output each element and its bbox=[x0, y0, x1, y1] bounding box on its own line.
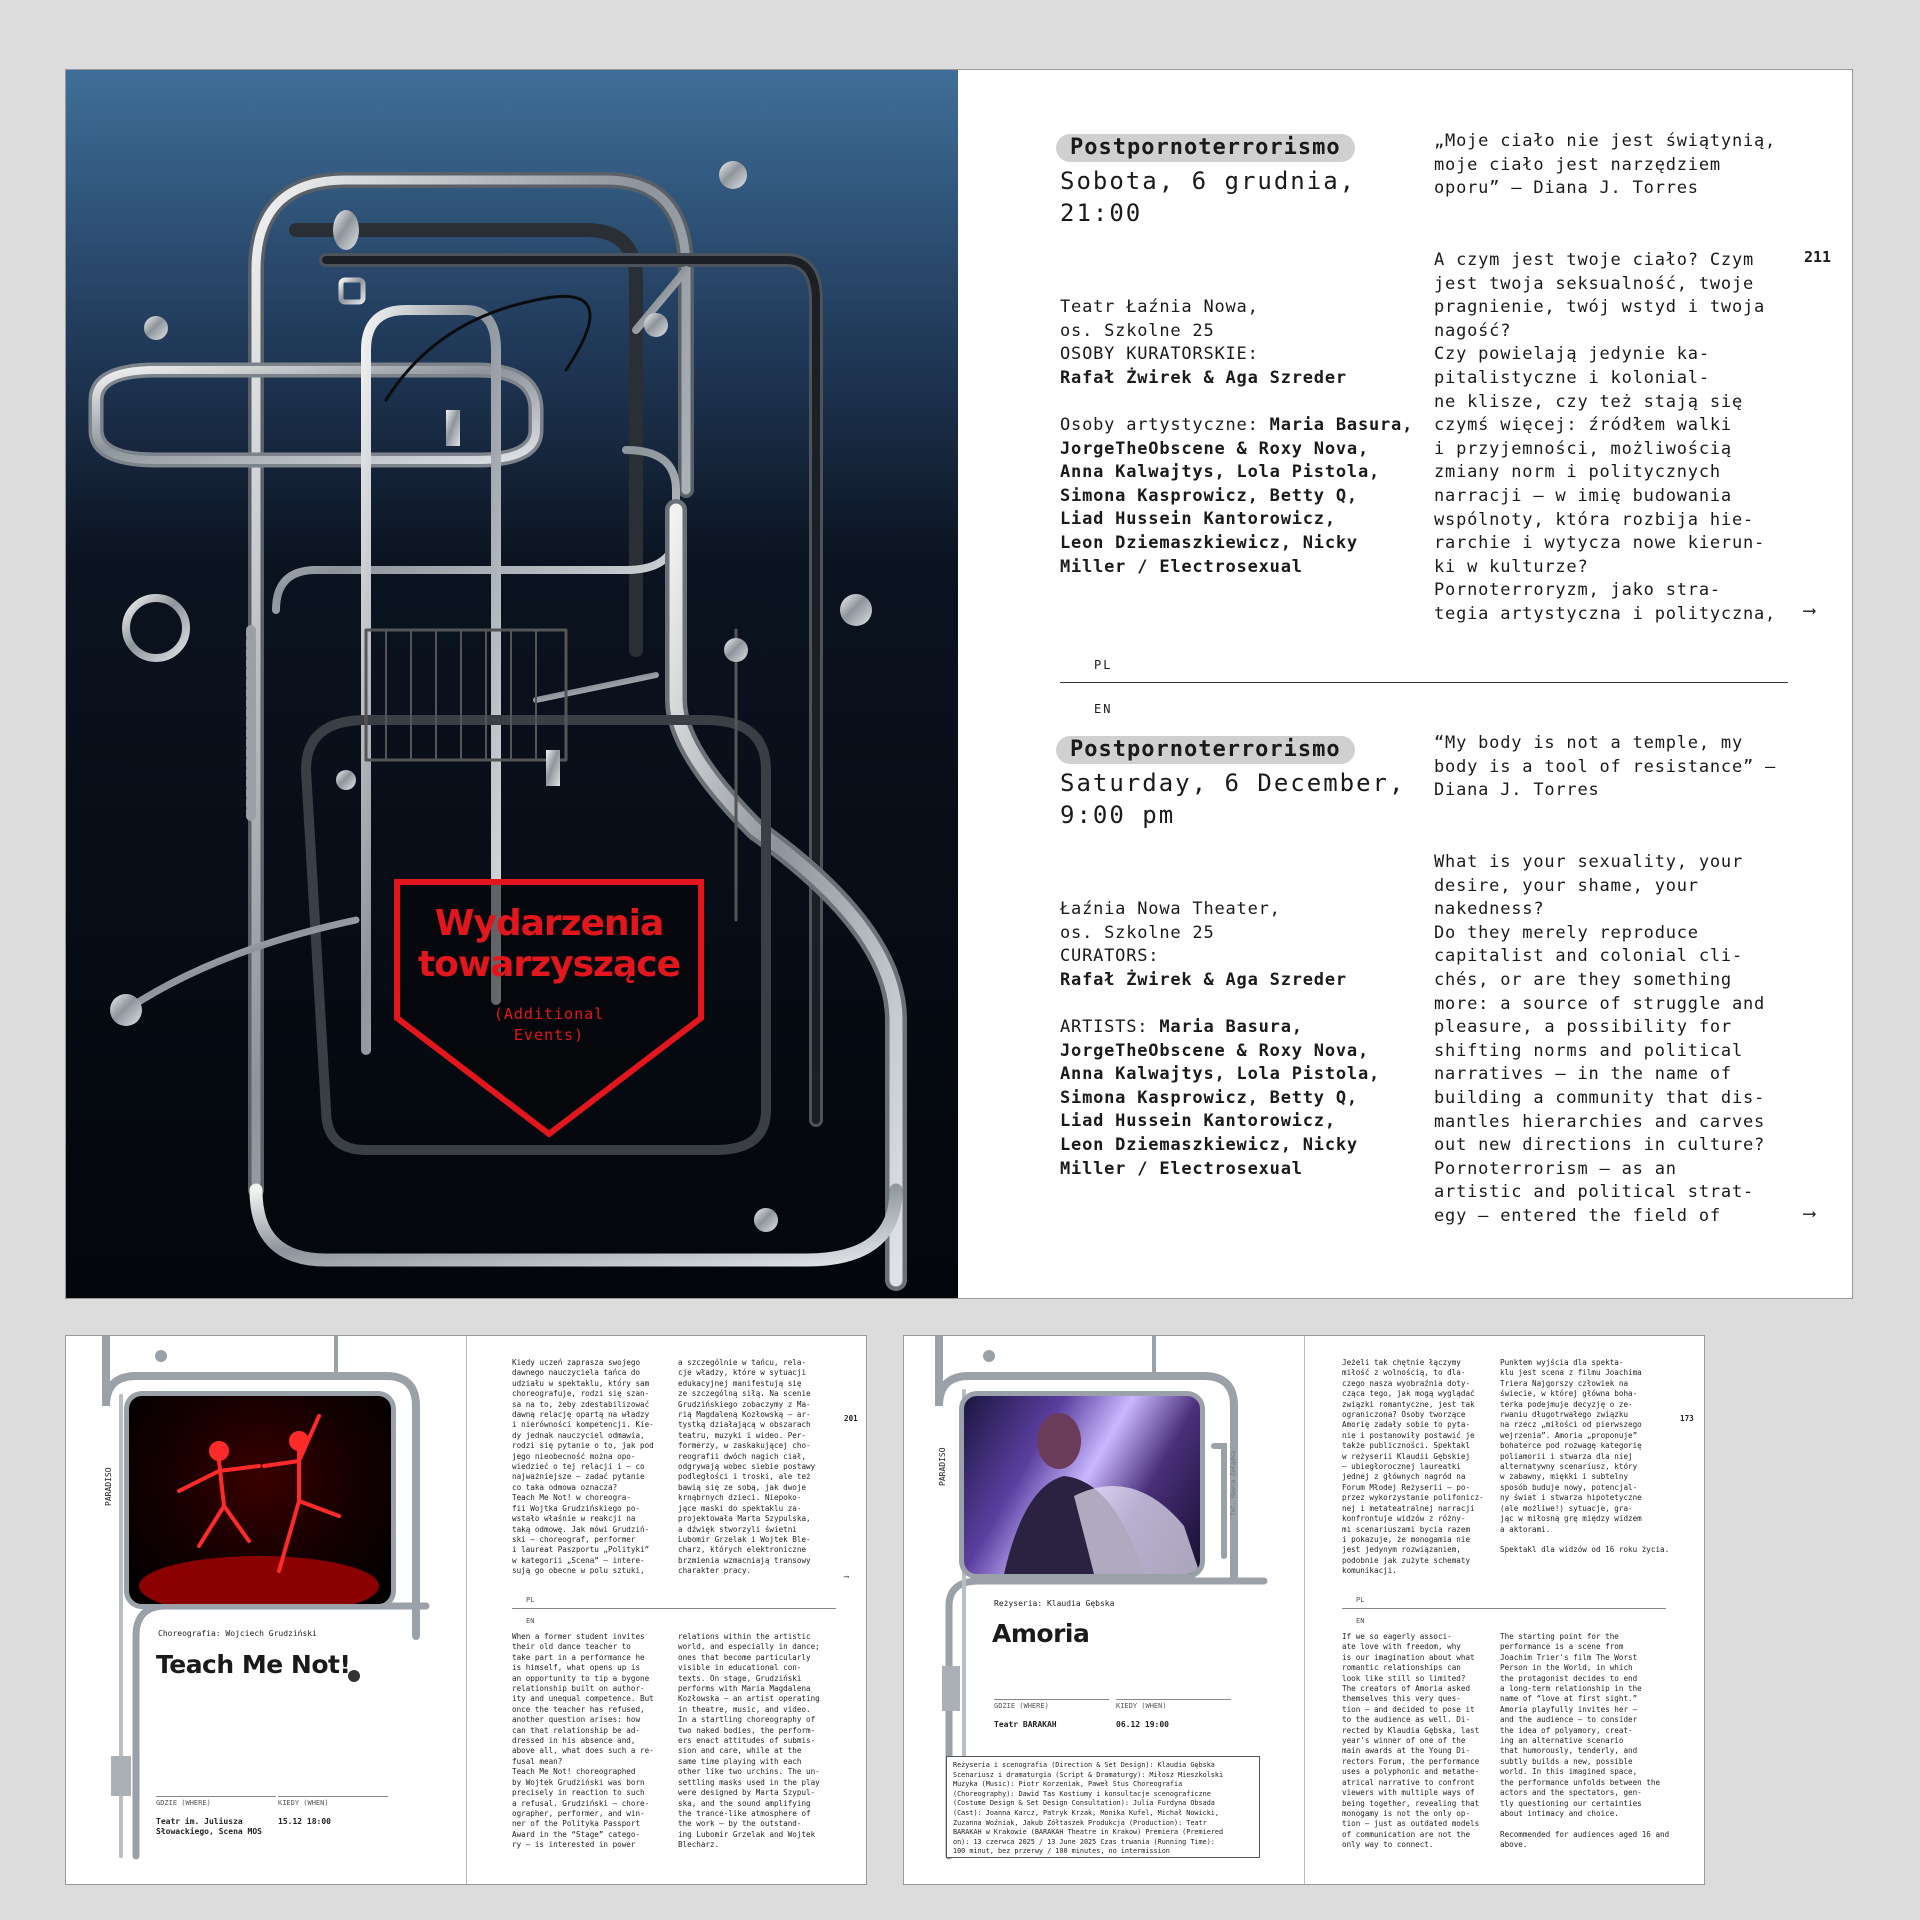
pl-language-tag: PL bbox=[1094, 658, 1113, 672]
teach-side-label: PARADISO bbox=[104, 1467, 113, 1506]
pl-curators: Rafał Żwirek & Aga Szreder bbox=[1060, 368, 1347, 388]
amoria-when-label: KIEDY (WHEN) bbox=[1116, 1702, 1167, 1710]
amoria-pl-tag: PL bbox=[1356, 1596, 1365, 1604]
amoria-photo bbox=[959, 1391, 1205, 1579]
teach-pl-tag: PL bbox=[526, 1596, 535, 1604]
amoria-pl-col2: Punktem wyjścia dla spekta- klu jest scena z filmu Joachima Triera Najgorszy człowiek na świecie, w której główna boha- terka podejmuje decyzję o ze- rwaniu długotrwałego związku na rzecz „miłości od pierwszego wejrzenia”. Amoria „proponuje” bohaterce pod rozwagę kategorię poliamorii i stwarza dla niej alternatywny scenariusz, który w zabawny, miękki i subtelny sposób buduje nowy, potencjal- ny świat i stwarza hipotetyczne (ale możliwe!) sytuacje, gra- jąc w miłosną grę między widzem a aktorami. Spektakl dla widzów od 16 roku życia. bbox=[1500, 1358, 1670, 1555]
badge-title: Wydarzenia towarzyszące bbox=[417, 903, 681, 985]
teach-en-col2: relations within the artistic world, and especially in dance; ones that become particularly visible in educational con- texts. On stage, Grudziński performs with Maria Magdalena Kozłowska — an artist operating in theatre, music, and video. In a startling choreography of two naked bodies, the perform- ers enact attitudes of submis- sion and care, while at the same time playing with each other like two urchins. The un- settling masks used in the play were designed by Marta Szypul- ska, and the sound amplifying the trance-like atmosphere of the work — by the outstand- ing Lubomir Grzelak and Wojtek Blecharz. bbox=[678, 1632, 820, 1850]
amoria-credits-box: Reżyseria i scenografia (Direction & Set Design): Klaudia Gębska Scenariusz i dramaturgia (Script & Dramaturgy): Miłosz Mieszkolski Muzyka (Music): Piotr Korzeniak, Paweł Stus Choreografia (Choreography): Dawid Tas Kostiumy i konsultacje scenograficzne (Costume Design & Set Design Consultation): Julia Furdyna Obsada (Cast): Joanna Karcz, Patryk Krzak, Monika Kufel, Michał Nowicki, Zuzanna Woźniak, Jakub Żółtaszek Produkcja (Production): Teatr BARAKAH w Krakowie (BARAKAH Theatre in Krakow) Premiera (Premiered on): 13 czerwca 2025 / 13 June 2025 Czas trwania (Running Time): 100 minut, bez przerwy / 100 minutes, no intermission bbox=[946, 1756, 1260, 1858]
en-venue: Łaźnia Nowa Theater, os. Szkolne 25 CURATORS: bbox=[1060, 899, 1281, 967]
pl-event-title: Postpornoterrorismo bbox=[1056, 134, 1355, 162]
teach-right-page bbox=[466, 1336, 866, 1884]
pl-artists-names: Maria Basura, JorgeTheObscene & Roxy Nova, Anna Kalwajtys, Lola Pistola, Simona Kasprowicz, Betty Q, Liad Hussein Kantorowicz, Leon Dziemaszkiewicz, Nicky Miller / Electrosexual bbox=[1060, 415, 1414, 577]
amoria-left-page bbox=[904, 1336, 1304, 1884]
amoria-pl-col1: Jeżeli tak chętnie łączymy miłość z wolnością, to dla- czego nasza wyobraźnia doty- cząca tego, jak mogą wyglądać związki romantyczne, jest tak ograniczona? Osoby tworzące Amorię zadały sobie to pyta- nie i postanowiły postawić je także publiczności. Spektakl w reżyserii Klaudii Gębskiej — ubiegłorocznej laureatki jednej z głównych nagród na Forum Młodej Reżyserii — po- przez wykorzystanie polifonicz- nej i metateatralnej narracji konfrontuje widzów z różny- mi scenariuszami bycia razem i pokazuje, że monogamia nie jest jedynym rozwiązaniem, podobnie jak zużyte schematy komunikacji. bbox=[1342, 1358, 1484, 1576]
teach-when-rule bbox=[278, 1796, 388, 1797]
en-language-tag: EN bbox=[1094, 702, 1113, 716]
amoria-side-label: PARADISO bbox=[938, 1447, 947, 1486]
badge-subtitle: (Additional Events) bbox=[493, 1005, 605, 1044]
amoria-title: Amoria bbox=[992, 1619, 1090, 1648]
teach-left-page bbox=[66, 1336, 466, 1884]
en-event-date: Saturday, 6 December, 9:00 pm bbox=[1060, 769, 1406, 829]
spread-teach-me-not bbox=[66, 1336, 866, 1884]
pl-quote: „Moje ciało nie jest świątynią, moje ciało jest narzędziem oporu” — Diana J. Torres bbox=[1434, 131, 1777, 199]
pl-body-text: A czym jest twoje ciało? Czym jest twoja seksualność, twoje pragnienie, twój wstyd i twoja nagość? Czy powielają jedynie ka- pitalistyczne i kolonial- ne klisze, czy też stają się czymś więcej: źródłem walki i przyjemności, możliwością zmiany norm i politycznych narracji — w imię budowania wspólnoty, która rozbija hie- rarchie i wytycza nowe kierun- ki w kulturze? Pornoterroryzm, jako stra- tegia artystyczna i polityczna, bbox=[1434, 250, 1777, 624]
amoria-where-label: GDZIE (WHERE) bbox=[994, 1702, 1049, 1710]
en-artists bbox=[1060, 1016, 1420, 1181]
teach-pl-col2: a szczególnie w tańcu, rela- cje władzy, które w sytuacji edukacyjnej manifestują się ze szczególną siłą. Na scenie Grudzińskiego zobaczymy z Ma- rią Magdaleną Kozłowską — ar- tystką działającą w obszarach teatru, muzyki i wideo. Per- formerzy, w zaskakującej cho- reografii dwóch nagich ciał, odgrywają wobec siebie postawy podległości i troski, ale też bawią się ze sobą, jak dwoje krnąbrnych dzieci. Niepoko- jące maski do spektaklu za- projektowała Marta Szypulska, a dźwięk stworzyli świetni Lubomir Grzelak i Wojtek Ble- charz, których elektroniczne brzmienia wzmacniają transowy charakter pracy. bbox=[678, 1358, 816, 1576]
teach-when-label: KIEDY (WHEN) bbox=[278, 1799, 329, 1807]
language-divider bbox=[1060, 682, 1788, 683]
teach-where-label: GDZIE (WHERE) bbox=[156, 1799, 211, 1807]
teach-pl-col1: Kiedy uczeń zaprasza swojego dawnego nauczyciela tańca do udziału w spektaklu, który sam choreografuje, rodzi się szan- sa na to, żeby zdestabilizować dawną relację opartą na władzy i nierówności kompetencji. Kie- dy jednak nauczyciel odmawia, rodzi się pytanie o to, jak pod jego nieobecność można opo- wiedzieć o tej relacji i — co najważniejsze — zadać pytanie co taka odmowa oznacza? Teach Me Not! w choreogra- fii Wojtka Grudzińskiego po- wstało właśnie w reakcji na taką odmowę. Jak mówi Grudziń- ski — choreograf, performer i laureat Paszportu „Polityki” w kategorii „Scena” — intere- sują go obecne w polu sztuki, bbox=[512, 1358, 654, 1576]
amoria-where: Teatr BARAKAH bbox=[994, 1720, 1057, 1729]
event-text-page bbox=[958, 70, 1852, 1298]
en-event-title: Postpornoterrorismo bbox=[1056, 736, 1355, 764]
teach-en-col1: When a former student invites their old dance teacher to take part in a performance he is himself, what opens up is an opportunity to tip a bygone relationship built on author- ity and unequal competence. But once the teacher has refused, another question arises: how can that relationship be ad- dressed in his absence and, above all, what does such a re- fusal mean? Teach Me Not! choreographed by Wojtek Grudziński was born precisely in reaction to such a refusal. Grudziński — chore- ographer, performer, and win- ner of the Polityka Passport Award in the “Stage” catego- ry — is interested in power bbox=[512, 1632, 654, 1850]
pl-artists bbox=[1060, 414, 1420, 579]
pl-venue: Teatr Łaźnia Nowa, os. Szkolne 25 OSOBY KURATORSKIE: bbox=[1060, 297, 1259, 365]
teach-title: Teach Me Not! bbox=[156, 1650, 351, 1679]
amoria-page-number: 173 bbox=[1680, 1414, 1694, 1423]
teach-lang-divider bbox=[512, 1608, 836, 1609]
amoria-director: Reżyseria: Klaudia Gębska bbox=[994, 1599, 1115, 1608]
amoria-when-rule bbox=[1116, 1699, 1231, 1700]
teach-where-rule bbox=[156, 1796, 276, 1797]
spread-amoria bbox=[904, 1336, 1704, 1884]
amoria-lang-divider bbox=[1342, 1608, 1666, 1609]
cover-artwork-page bbox=[66, 70, 958, 1298]
en-artists-names: Maria Basura, JorgeTheObscene & Roxy Nova, Anna Kalwajtys, Lola Pistola, Simona Kasprowicz, Betty Q, Liad Hussein Kantorowicz, Leon Dziemaszkiewicz, Nicky Miller / Electrosexual bbox=[1060, 1017, 1381, 1179]
pl-event-date: Sobota, 6 grudnia, 21:00 bbox=[1060, 167, 1357, 227]
pl-artists-label: Osoby artystyczne: bbox=[1060, 415, 1270, 435]
teach-en-tag: EN bbox=[526, 1617, 535, 1625]
amoria-photo-credit: fot. Maura Żołądka bbox=[1230, 1450, 1237, 1516]
amoria-when: 06.12 19:00 bbox=[1116, 1720, 1169, 1729]
teach-choreographer: Choreografia: Wojciech Grudziński bbox=[158, 1629, 317, 1638]
teach-when: 15.12 18:00 bbox=[278, 1817, 331, 1826]
top-spread bbox=[66, 70, 1852, 1298]
teach-photo bbox=[124, 1391, 396, 1609]
en-curators: Rafał Żwirek & Aga Szreder bbox=[1060, 970, 1347, 990]
en-body-text: What is your sexuality, your desire, your shame, your nakedness? Do they merely reproduce capitalist and colonial cli- chés, or are they something more: a source of struggle and pleasure, a possibility for shifting norms and political narratives — in the name of building a community that dis- mantles hierarchies and carves out new directions in culture? Pornoterrorism — as an artistic and political strat- egy — entered the field of bbox=[1434, 852, 1766, 1226]
dancers-figures bbox=[129, 1396, 391, 1604]
amoria-en-col2: The starting point for the performance is a scene from Joachim Trier's film The Worst Person in the World, in which the protagonist decides to end a long-term relationship in the name of “love at first sight.” Amoria playfully invites her — and the audience — to consider the idea of polyamory, creat- ing an alternative scenario that humorously, tenderly, and subtly builds a new, possible world. In this imagined space, the performance unfolds between the actors and the spectators, gen- tly questioning our certainties about intimacy and choice. Recommended for audiences aged 16 and above. bbox=[1500, 1632, 1670, 1850]
teach-where: Teatr im. Juliusza Słowackiego, Scena MOS bbox=[156, 1817, 262, 1837]
amoria-en-col1: If we so eagerly associ- ate love with freedom, why is our imagination about what romantic relationships can look like still so limited? The creators of Amoria asked themselves this very ques- tion — and decided to pose it to the audience as well. Di- rected by Klaudia Gębska, last year's winner of one of the main awards at the Young Di- rectors Forum, the performance uses a polyphonic and metathe- atrical narrative to confront viewers with multiple ways of being together, revealing that monogamy is not the only op- tion — just as outdated models of communication are not the only way to connect. bbox=[1342, 1632, 1480, 1850]
teach-page-number: 201 bbox=[844, 1414, 858, 1423]
amoria-where-rule bbox=[994, 1699, 1109, 1700]
en-continue-arrow: ⟶ bbox=[1804, 1203, 1815, 1224]
en-quote: “My body is not a temple, my body is a tool of resistance” — Diana J. Torres bbox=[1434, 733, 1777, 801]
en-artists-label: ARTISTS: bbox=[1060, 1017, 1160, 1037]
teach-pl-arrow: ⟶ bbox=[844, 1572, 849, 1581]
amoria-en-tag: EN bbox=[1356, 1617, 1365, 1625]
page-number: 211 bbox=[1804, 248, 1832, 266]
performer-portrait bbox=[964, 1396, 1200, 1574]
amoria-right-page bbox=[1304, 1336, 1704, 1884]
pl-continue-arrow: ⟶ bbox=[1804, 600, 1815, 621]
